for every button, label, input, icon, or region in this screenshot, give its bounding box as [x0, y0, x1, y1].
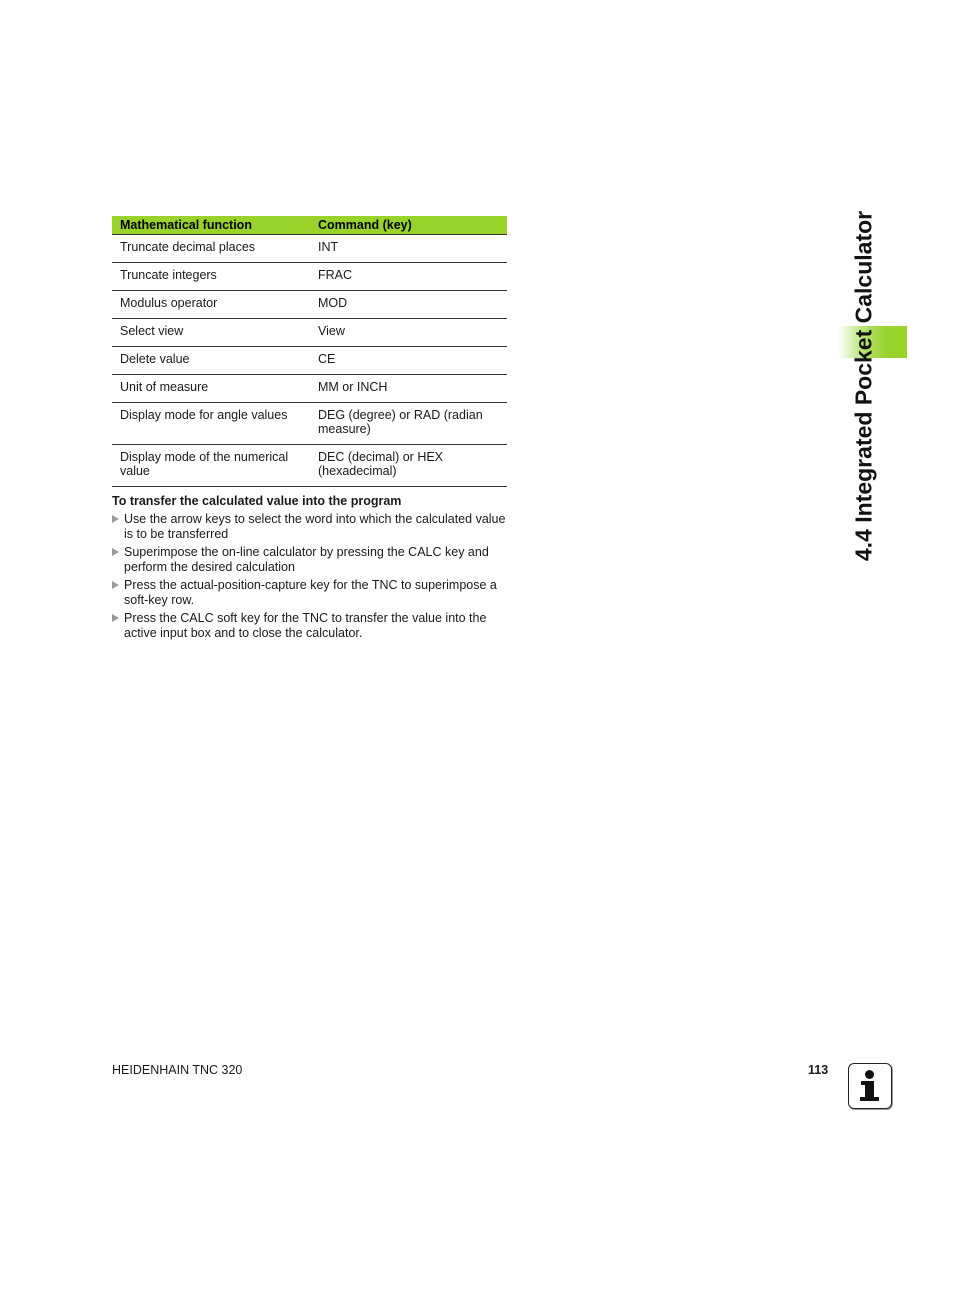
table-row [112, 347, 507, 375]
command-cell: DEG (degree) or RAD (radian measure) [310, 403, 507, 445]
step-text: Press the CALC soft key for the TNC to transfer the value into the active input box and to close the calculator. [124, 611, 487, 640]
chapter-side-title: 4.4 Integrated Pocket Calculator [850, 210, 877, 562]
page-number: 113 [808, 1063, 829, 1077]
function-cell: Delete value [112, 347, 310, 375]
info-icon-dot [865, 1070, 874, 1079]
arrow-bullet-icon [112, 548, 119, 556]
table-row [112, 291, 507, 319]
command-cell: CE [310, 347, 507, 375]
command-cell: MM or INCH [310, 375, 507, 403]
arrow-bullet-icon [112, 614, 119, 622]
function-cell: Select view [112, 319, 310, 347]
info-icon-base [860, 1097, 879, 1101]
table-row [112, 375, 507, 403]
footer-product: HEIDENHAIN TNC 320 [112, 1063, 243, 1077]
header-command-key: Command (key) [310, 216, 507, 235]
table-row [112, 263, 507, 291]
function-cell: Display mode of the numerical value [112, 445, 310, 487]
math-function-table [112, 216, 507, 487]
command-cell: INT [310, 235, 507, 263]
table-row [112, 235, 507, 263]
table-header-row [112, 216, 507, 235]
step-text: Use the arrow keys to select the word into which the calculated value is to be transferred [124, 512, 506, 541]
command-cell: DEC (decimal) or HEX (hexadecimal) [310, 445, 507, 487]
step-text: Superimpose the on-line calculator by pressing the CALC key and perform the desired calculation [124, 545, 489, 574]
section-heading: To transfer the calculated value into the program [112, 494, 402, 508]
function-cell: Display mode for angle values [112, 403, 310, 445]
header-math-function: Mathematical function [112, 216, 310, 235]
info-icon [848, 1063, 892, 1109]
step-text: Press the actual-position-capture key for the TNC to superimpose a soft-key row. [124, 578, 497, 607]
list-item [112, 512, 507, 541]
function-cell: Modulus operator [112, 291, 310, 319]
command-cell: View [310, 319, 507, 347]
list-item [112, 611, 507, 640]
table-row [112, 319, 507, 347]
list-item [112, 578, 507, 607]
arrow-bullet-icon [112, 515, 119, 523]
function-cell: Truncate integers [112, 263, 310, 291]
instruction-list [112, 512, 507, 644]
table-row [112, 403, 507, 445]
list-item [112, 545, 507, 574]
arrow-bullet-icon [112, 581, 119, 589]
command-cell: FRAC [310, 263, 507, 291]
command-cell: MOD [310, 291, 507, 319]
function-cell: Truncate decimal places [112, 235, 310, 263]
table-row [112, 445, 507, 487]
function-cell: Unit of measure [112, 375, 310, 403]
